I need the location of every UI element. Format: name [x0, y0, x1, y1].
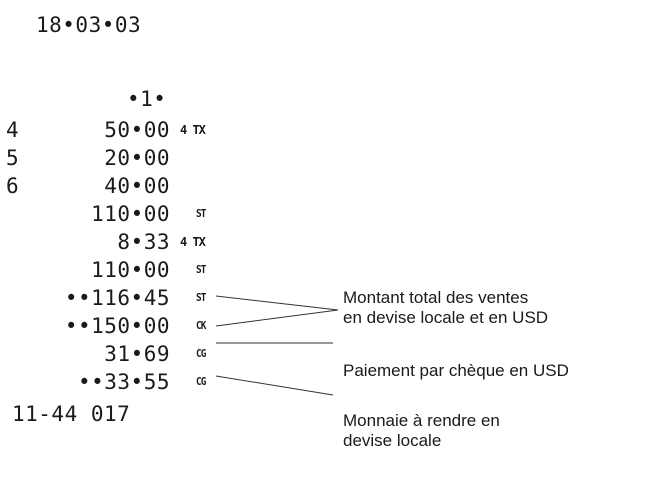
line-amount: 40•00 [104, 174, 170, 198]
line-code: 4 TX [180, 123, 205, 137]
total-local-amount: 110•00 [91, 258, 170, 282]
receipt-date: 18•03•03 [36, 13, 142, 37]
tax-amount: 8•33 [117, 230, 170, 254]
subtotal-code: ST [196, 207, 206, 220]
annotation-total-line1: Montant total des ventes [343, 288, 529, 307]
annotation-total-line2: en devise locale et en USD [343, 308, 549, 327]
line-amount: 50•00 [104, 118, 170, 142]
department-number: 5 [6, 146, 20, 170]
callout-line-total-usd [216, 310, 338, 326]
cheque-amount: ••150•00 [64, 314, 170, 338]
department-number: 4 [6, 118, 20, 142]
annotation-change-line1: Monnaie à rendre en [343, 411, 500, 430]
total-usd-amount: ••116•45 [64, 286, 170, 310]
annotation-cheque: Paiement par chèque en USD [343, 361, 569, 380]
change-usd-amount: 31•69 [104, 342, 170, 366]
change-local-code: CG [196, 375, 206, 388]
subtotal-amount: 110•00 [91, 202, 170, 226]
annotation-change-line2: devise locale [343, 431, 442, 450]
change-usd-code: CG [196, 347, 206, 360]
tax-code: 4 TX [180, 235, 205, 249]
total-usd-code: ST [196, 291, 206, 304]
department-number: 6 [6, 174, 20, 198]
receipt-footer: 11-44 017 [12, 402, 131, 426]
callout-line-total-local [216, 296, 338, 310]
line-amount: 20•00 [104, 146, 170, 170]
callout-line-change [216, 376, 333, 395]
consecutive-number: •1• [127, 87, 167, 111]
change-local-amount: ••33•55 [77, 370, 170, 394]
cheque-code: CK [196, 319, 206, 332]
total-local-code: ST [196, 263, 206, 276]
